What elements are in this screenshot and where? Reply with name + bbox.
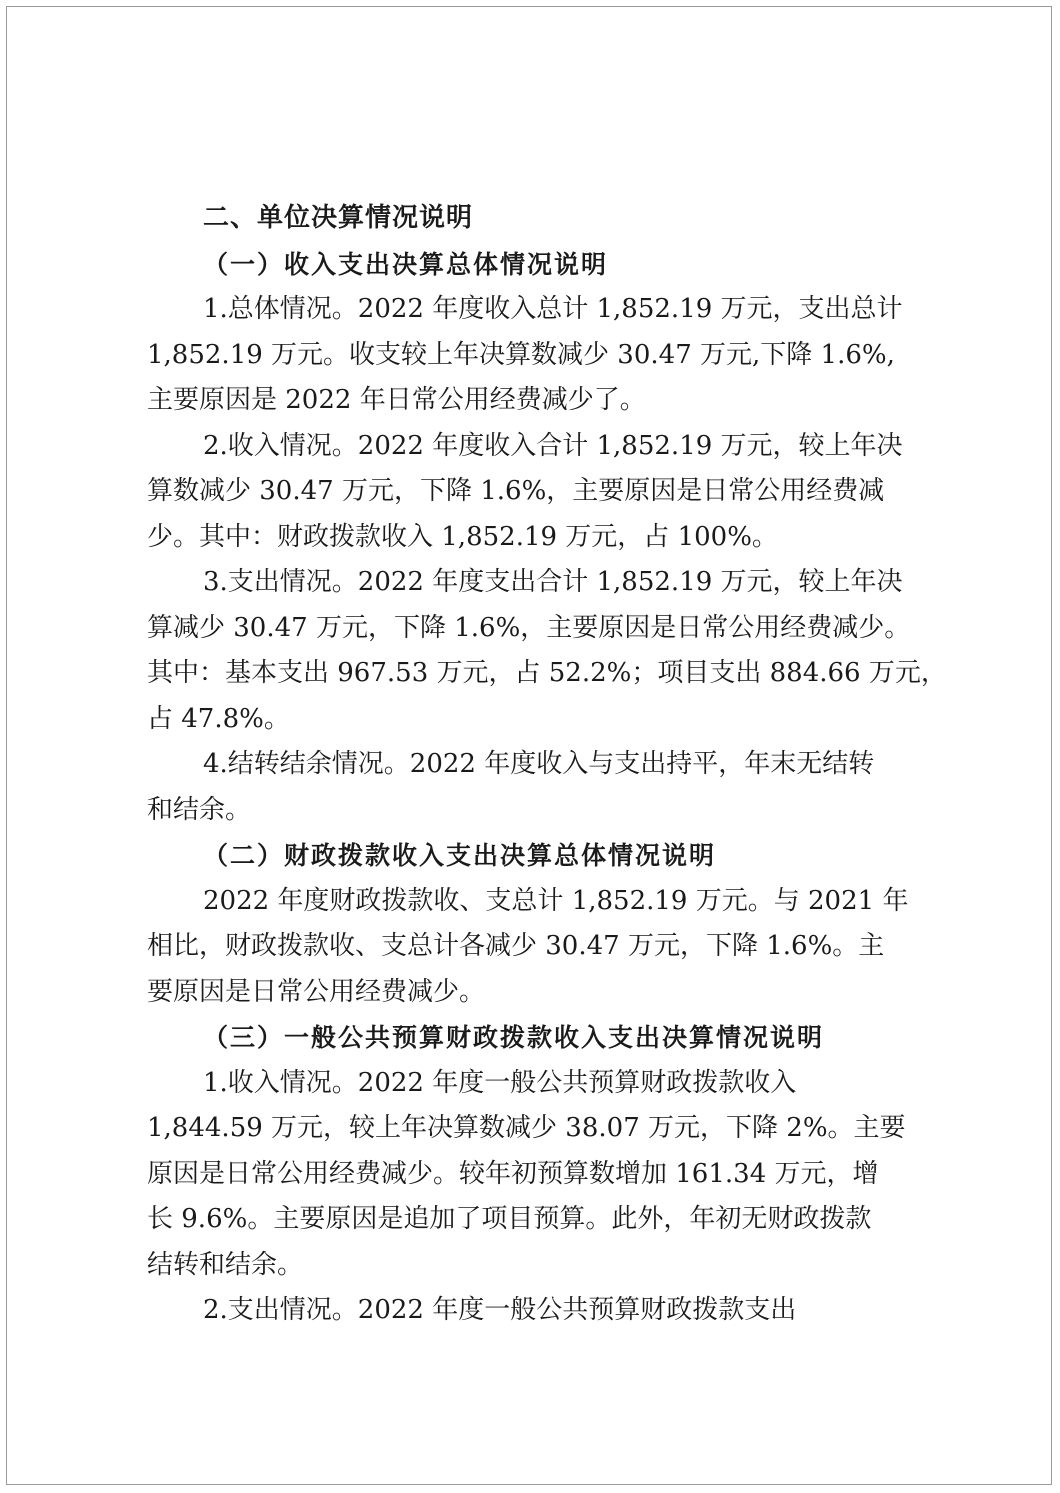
paragraph-line: 相比，财政拨款收、支总计各减少 30.47 万元，下降 1.6%。主 xyxy=(147,931,885,961)
subsection-heading-2: （二）财政拨款收入支出决算总体情况说明 xyxy=(203,841,717,870)
paragraph-line: 长 9.6%。主要原因是追加了项目预算。此外，年初无财政拨款 xyxy=(147,1204,872,1234)
paragraph-line: 算减少 30.47 万元，下降 1.6%，主要原因是日常公用经费减少。 xyxy=(147,612,911,643)
section-heading: 二、单位决算情况说明 xyxy=(203,203,474,233)
paragraph-line: 结转和结余。 xyxy=(147,1249,304,1280)
paragraph-line: 1,844.59 万元，较上年决算数减少 38.07 万元，下降 2%。主要 xyxy=(147,1113,906,1143)
document-body xyxy=(147,196,947,1334)
paragraph-line: 1.总体情况。2022 年度收入总计 1,852.19 万元，支出总计 xyxy=(203,294,903,324)
subsection-heading-1: （一）收入支出决算总体情况说明 xyxy=(203,249,609,279)
paragraph-line: 1,852.19 万元。收支较上年决算数减少 30.47 万元,下降 1.6%, xyxy=(147,339,895,370)
paragraph-line: 其中：基本支出 967.53 万元，占 52.2%；项目支出 884.66 万元， xyxy=(147,658,947,688)
paragraph-line: 占 47.8%。 xyxy=(147,703,290,734)
paragraph-line: 3.支出情况。2022 年度支出合计 1,852.19 万元，较上年决 xyxy=(203,567,903,597)
paragraph-line: 2.支出情况。2022 年度一般公共预算财政拨款支出 xyxy=(203,1295,797,1325)
paragraph-line: 算数减少 30.47 万元，下降 1.6%，主要原因是日常公用经费减 xyxy=(147,476,885,506)
paragraph-line: 4.结转结余情况。2022 年度收入与支出持平，年末无结转 xyxy=(203,749,875,779)
paragraph-line: 2.收入情况。2022 年度收入合计 1,852.19 万元，较上年决 xyxy=(203,430,903,461)
paragraph-line: 1.收入情况。2022 年度一般公共预算财政拨款收入 xyxy=(203,1067,797,1098)
paragraph-line: 少。其中：财政拨款收入 1,852.19 万元，占 100%。 xyxy=(147,521,778,552)
paragraph-line: 原因是日常公用经费减少。较年初预算数增加 161.34 万元，增 xyxy=(147,1158,879,1189)
paragraph-line: 2022 年度财政拨款收、支总计 1,852.19 万元。与 2021 年 xyxy=(203,885,909,916)
paragraph-line: 要原因是日常公用经费减少。 xyxy=(147,976,486,1007)
paragraph-line: 主要原因是 2022 年日常公用经费减少了。 xyxy=(147,385,646,415)
subsection-heading-3: （三）一般公共预算财政拨款收入支出决算情况说明 xyxy=(203,1023,825,1052)
paragraph-line: 和结余。 xyxy=(147,794,252,825)
